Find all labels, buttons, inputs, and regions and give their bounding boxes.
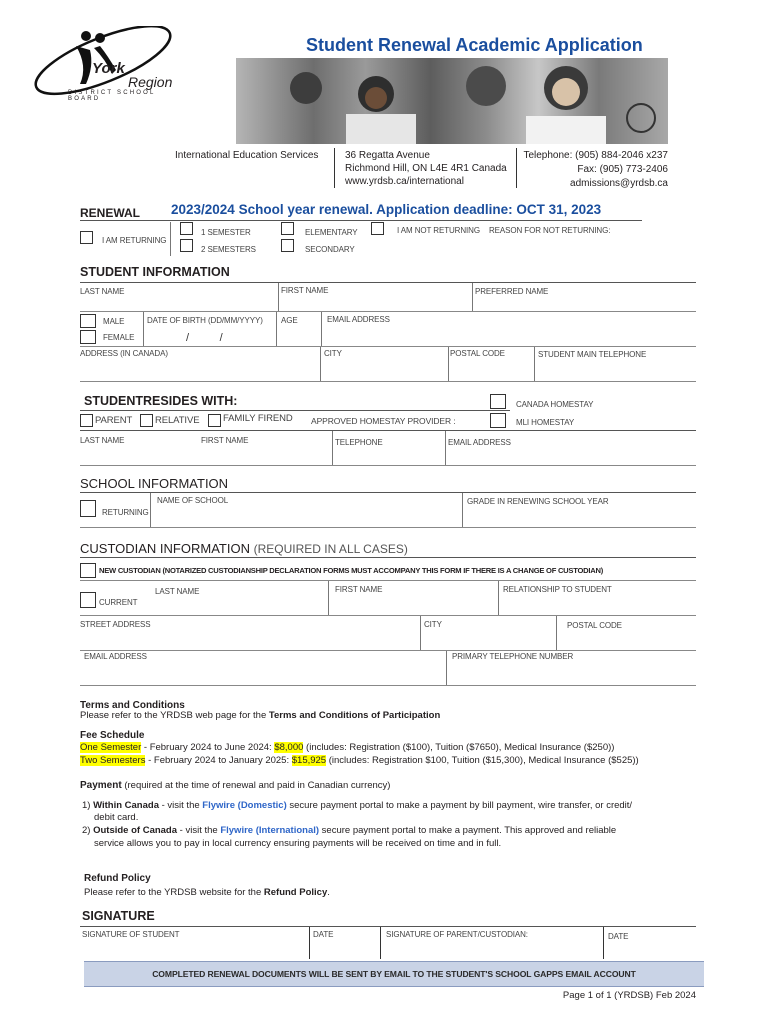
students-photo-icon	[236, 58, 668, 144]
school-returning-label: RETURNING	[102, 508, 149, 517]
relationship-label: RELATIONSHIP TO STUDENT	[503, 585, 612, 594]
flywire-international-link[interactable]: Flywire (International)	[220, 825, 320, 836]
mli-homestay-checkbox[interactable]	[490, 413, 506, 428]
student-last-name-label: LAST NAME	[80, 287, 125, 296]
secondary-checkbox[interactable]	[281, 239, 294, 252]
fee-two-semesters	[80, 755, 639, 766]
address-line1: 36 Regatta Avenue	[345, 150, 430, 161]
resides-first-name-label: FIRST NAME	[201, 436, 249, 445]
preferred-name-label: PREFERRED NAME	[475, 287, 549, 296]
terms-link[interactable]: Terms and Conditions of Participation	[268, 710, 441, 721]
relative-label: RELATIVE	[155, 415, 200, 426]
dob-label: DATE OF BIRTH (DD/MM/YYYY)	[147, 316, 263, 325]
school-info-heading: SCHOOL INFORMATION	[80, 476, 229, 491]
resides-email-label: EMAIL ADDRESS	[448, 438, 511, 447]
fee-one-label: One Semester	[80, 742, 142, 753]
resides-heading: STUDENTRESIDES WITH:	[84, 394, 238, 408]
payment-item-2-bold: Outside of Canada	[93, 825, 178, 836]
fee-one-includes: (includes: Registration ($100), Tuition ($7650), Medical Insurance ($250))	[303, 742, 615, 753]
custodian-first-name-label: FIRST NAME	[335, 585, 383, 594]
parent-signature-input[interactable]	[386, 940, 600, 956]
custodian-last-name-input[interactable]	[155, 598, 325, 614]
male-checkbox[interactable]	[80, 314, 96, 328]
i-am-returning-label: I AM RETURNING	[102, 236, 167, 245]
completion-banner	[84, 961, 704, 987]
student-date-input[interactable]	[313, 940, 377, 956]
name-of-school-input[interactable]	[157, 507, 459, 523]
student-last-name-input[interactable]	[80, 296, 276, 310]
payment-item-2-mid: - visit the	[177, 825, 221, 836]
page-footer: Page 1 of 1 (YRDSB) Feb 2024	[562, 990, 696, 1001]
canada-homestay-checkbox[interactable]	[490, 394, 506, 409]
custodian-postal-label: POSTAL CODE	[567, 621, 622, 630]
custodian-street-input[interactable]	[80, 630, 416, 646]
resides-telephone-label: TELEPHONE	[335, 438, 383, 447]
student-email-input[interactable]	[327, 328, 695, 342]
payment-item-1-mid: - visit the	[158, 800, 203, 811]
custodian-first-name-input[interactable]	[335, 597, 495, 613]
two-semesters-label: 2 SEMESTERS	[201, 245, 256, 254]
postal-label: POSTAL CODE	[450, 349, 505, 358]
dob-input[interactable]: / /	[186, 332, 223, 344]
postal-input[interactable]	[450, 360, 532, 378]
refund-heading: Refund Policy	[84, 873, 151, 884]
age-input[interactable]	[281, 328, 317, 342]
elementary-label: ELEMENTARY	[305, 228, 358, 237]
student-phone-input[interactable]	[538, 360, 694, 378]
header-photo	[236, 58, 668, 144]
logo-york-text: York	[92, 60, 125, 77]
female-checkbox[interactable]	[80, 330, 96, 344]
current-custodian-checkbox[interactable]	[80, 592, 96, 608]
parent-checkbox[interactable]	[80, 414, 93, 427]
family-friend-label: FAMILY FIREND	[223, 413, 293, 424]
age-label: AGE	[281, 316, 298, 325]
city-input[interactable]	[324, 360, 446, 378]
student-info-heading: STUDENT INFORMATION	[80, 265, 230, 279]
custodian-street-label: STREET ADDRESS	[80, 620, 151, 629]
preferred-name-input[interactable]	[475, 296, 695, 310]
terms-text	[80, 710, 440, 721]
fee-heading: Fee Schedule	[80, 730, 145, 741]
dept-name: International Education Services	[175, 150, 319, 161]
admissions-email[interactable]: admissions@yrdsb.ca	[570, 178, 668, 189]
fee-two-price: $15,925	[291, 755, 327, 766]
page-title: Student Renewal Academic Application	[306, 35, 643, 55]
canada-homestay-label: CANADA HOMESTAY	[516, 400, 594, 409]
payment-item-1	[82, 800, 632, 811]
resides-last-name-input[interactable]	[80, 446, 196, 462]
parent-date-input[interactable]	[608, 942, 694, 958]
fee-one-dates: - February 2024 to June 2024:	[141, 742, 275, 753]
custodian-phone-input[interactable]	[452, 663, 695, 679]
secondary-label: SECONDARY	[305, 245, 355, 254]
custodian-email-input[interactable]	[84, 663, 444, 679]
terms-heading: Terms and Conditions	[80, 700, 185, 711]
grade-input[interactable]	[467, 507, 695, 523]
refund-policy-link[interactable]: Refund Policy	[263, 887, 328, 898]
custodian-city-input[interactable]	[424, 630, 554, 646]
relationship-input[interactable]	[503, 597, 695, 613]
one-semester-checkbox[interactable]	[180, 222, 193, 235]
one-semester-label: 1 SEMESTER	[201, 228, 251, 237]
custodian-phone-label: PRIMARY TELEPHONE NUMBER	[452, 652, 574, 661]
address-label: ADDRESS (IN CANADA)	[80, 349, 168, 358]
custodian-email-label: EMAIL ADDRESS	[84, 652, 147, 661]
not-returning-label: I AM NOT RETURNING	[397, 226, 480, 235]
payment-item-1-rest: secure payment portal to make a payment by bill payment, wire transfer, or credit/	[286, 800, 633, 811]
name-of-school-label: NAME OF SCHOOL	[157, 496, 229, 505]
resides-first-name-input[interactable]	[201, 446, 329, 462]
signature-heading: SIGNATURE	[82, 909, 155, 923]
student-phone-label: STUDENT MAIN TELEPHONE	[538, 350, 647, 359]
payment-item-2-cont: service allows you to pay in local currency ensuring payments will be received on time and in full.	[94, 838, 502, 849]
completion-banner-text: COMPLETED RENEWAL DOCUMENTS WILL BE SENT BY EMAIL TO THE STUDENT'S SCHOOL GAPPS EMAIL ACCOUNT	[152, 969, 636, 979]
refund-text-a: Please refer to the YRDSB website for the	[84, 887, 264, 898]
telephone-text: Telephone: (905) 884-2046 x237	[523, 150, 668, 161]
renewal-heading: RENEWAL	[80, 206, 140, 220]
custodian-heading-sub: (REQUIRED IN ALL CASES)	[253, 542, 408, 556]
resides-telephone-input[interactable]	[335, 448, 443, 464]
yrdsb-logo	[28, 26, 188, 102]
flywire-domestic-link[interactable]: Flywire (Domestic)	[202, 800, 287, 811]
new-custodian-label: NEW CUSTODIAN (NOTARIZED CUSTODIANSHIP DECLARATION FORMS MUST ACCOMPANY THIS FORM IF THERE IS A CHANGE OF CUSTODIAN)	[99, 566, 603, 575]
elementary-checkbox[interactable]	[281, 222, 294, 235]
parent-label: PARENT	[95, 415, 133, 426]
fax-text: Fax: (905) 773-2406	[577, 164, 668, 175]
address-line2: Richmond Hill, ON L4E 4R1 Canada	[345, 163, 507, 174]
resides-email-input[interactable]	[448, 448, 694, 464]
refund-text-c: .	[327, 887, 330, 898]
mli-homestay-label: MLI HOMESTAY	[516, 418, 575, 427]
grade-label: GRADE IN RENEWING SCHOOL YEAR	[467, 497, 609, 506]
school-returning-checkbox[interactable]	[80, 500, 96, 517]
male-label: MALE	[103, 317, 125, 326]
payment-heading-sub: (required at the time of renewal and paid in Canadian currency)	[121, 780, 391, 791]
family-friend-checkbox[interactable]	[208, 414, 221, 427]
reason-label: REASON FOR NOT RETURNING:	[489, 226, 611, 235]
student-signature-label: SIGNATURE OF STUDENT	[82, 930, 180, 939]
student-first-name-input[interactable]	[281, 296, 469, 310]
custodian-heading	[80, 541, 408, 556]
logo-region-text: Region	[128, 74, 173, 90]
parent-signature-label: SIGNATURE OF PARENT/CUSTODIAN:	[386, 930, 528, 939]
new-custodian-checkbox[interactable]	[80, 563, 96, 578]
two-semesters-checkbox[interactable]	[180, 239, 193, 252]
student-first-name-label: FIRST NAME	[281, 286, 329, 295]
address-input[interactable]	[80, 360, 318, 378]
payment-item-2	[82, 825, 616, 836]
payment-item-2-num: 2)	[82, 825, 94, 836]
refund-text	[84, 887, 330, 898]
student-email-label: EMAIL ADDRESS	[327, 315, 390, 324]
payment-item-1-bold: Within Canada	[93, 800, 159, 811]
fee-two-dates: - February 2024 to January 2025:	[145, 755, 292, 766]
deadline-notice: 2023/2024 School year renewal. Application deadline: OCT 31, 2023	[171, 202, 602, 217]
female-label: FEMALE	[103, 333, 135, 342]
not-returning-checkbox[interactable]	[371, 222, 384, 235]
payment-item-1-num: 1)	[82, 800, 94, 811]
custodian-last-name-label: LAST NAME	[155, 587, 200, 596]
logo-board-text: DISTRICT SCHOOL BOARD	[68, 90, 156, 102]
payment-item-1-cont: debit card.	[94, 812, 139, 823]
website-link[interactable]: www.yrdsb.ca/international	[345, 176, 464, 187]
student-date-label: DATE	[313, 930, 334, 939]
fee-one-semester	[80, 742, 614, 753]
payment-heading	[80, 780, 390, 791]
payment-heading-main: Payment	[80, 780, 122, 791]
fee-one-price: $8,000	[274, 742, 304, 753]
reason-input[interactable]	[486, 236, 686, 252]
student-signature-input[interactable]	[82, 940, 306, 956]
custodian-heading-main: CUSTODIAN INFORMATION	[80, 541, 250, 556]
custodian-postal-input[interactable]	[567, 632, 695, 648]
relative-checkbox[interactable]	[140, 414, 153, 427]
i-am-returning-checkbox[interactable]	[80, 231, 93, 244]
fee-two-includes: (includes: Registration $100, Tuition ($15,300), Medical Insurance ($525))	[326, 755, 639, 766]
current-custodian-label: CURRENT	[99, 598, 138, 607]
resides-last-name-label: LAST NAME	[80, 436, 125, 445]
fee-two-label: Two Semesters	[80, 755, 146, 766]
terms-text-a: Please refer to the YRDSB web page for the	[80, 710, 269, 721]
payment-item-2-rest: secure payment portal to make a payment. This approved and reliable	[319, 825, 617, 836]
city-label: CITY	[324, 349, 342, 358]
parent-date-label: DATE	[608, 932, 629, 941]
custodian-city-label: CITY	[424, 620, 442, 629]
homestay-provider-label: APPROVED HOMESTAY PROVIDER :	[311, 416, 456, 426]
